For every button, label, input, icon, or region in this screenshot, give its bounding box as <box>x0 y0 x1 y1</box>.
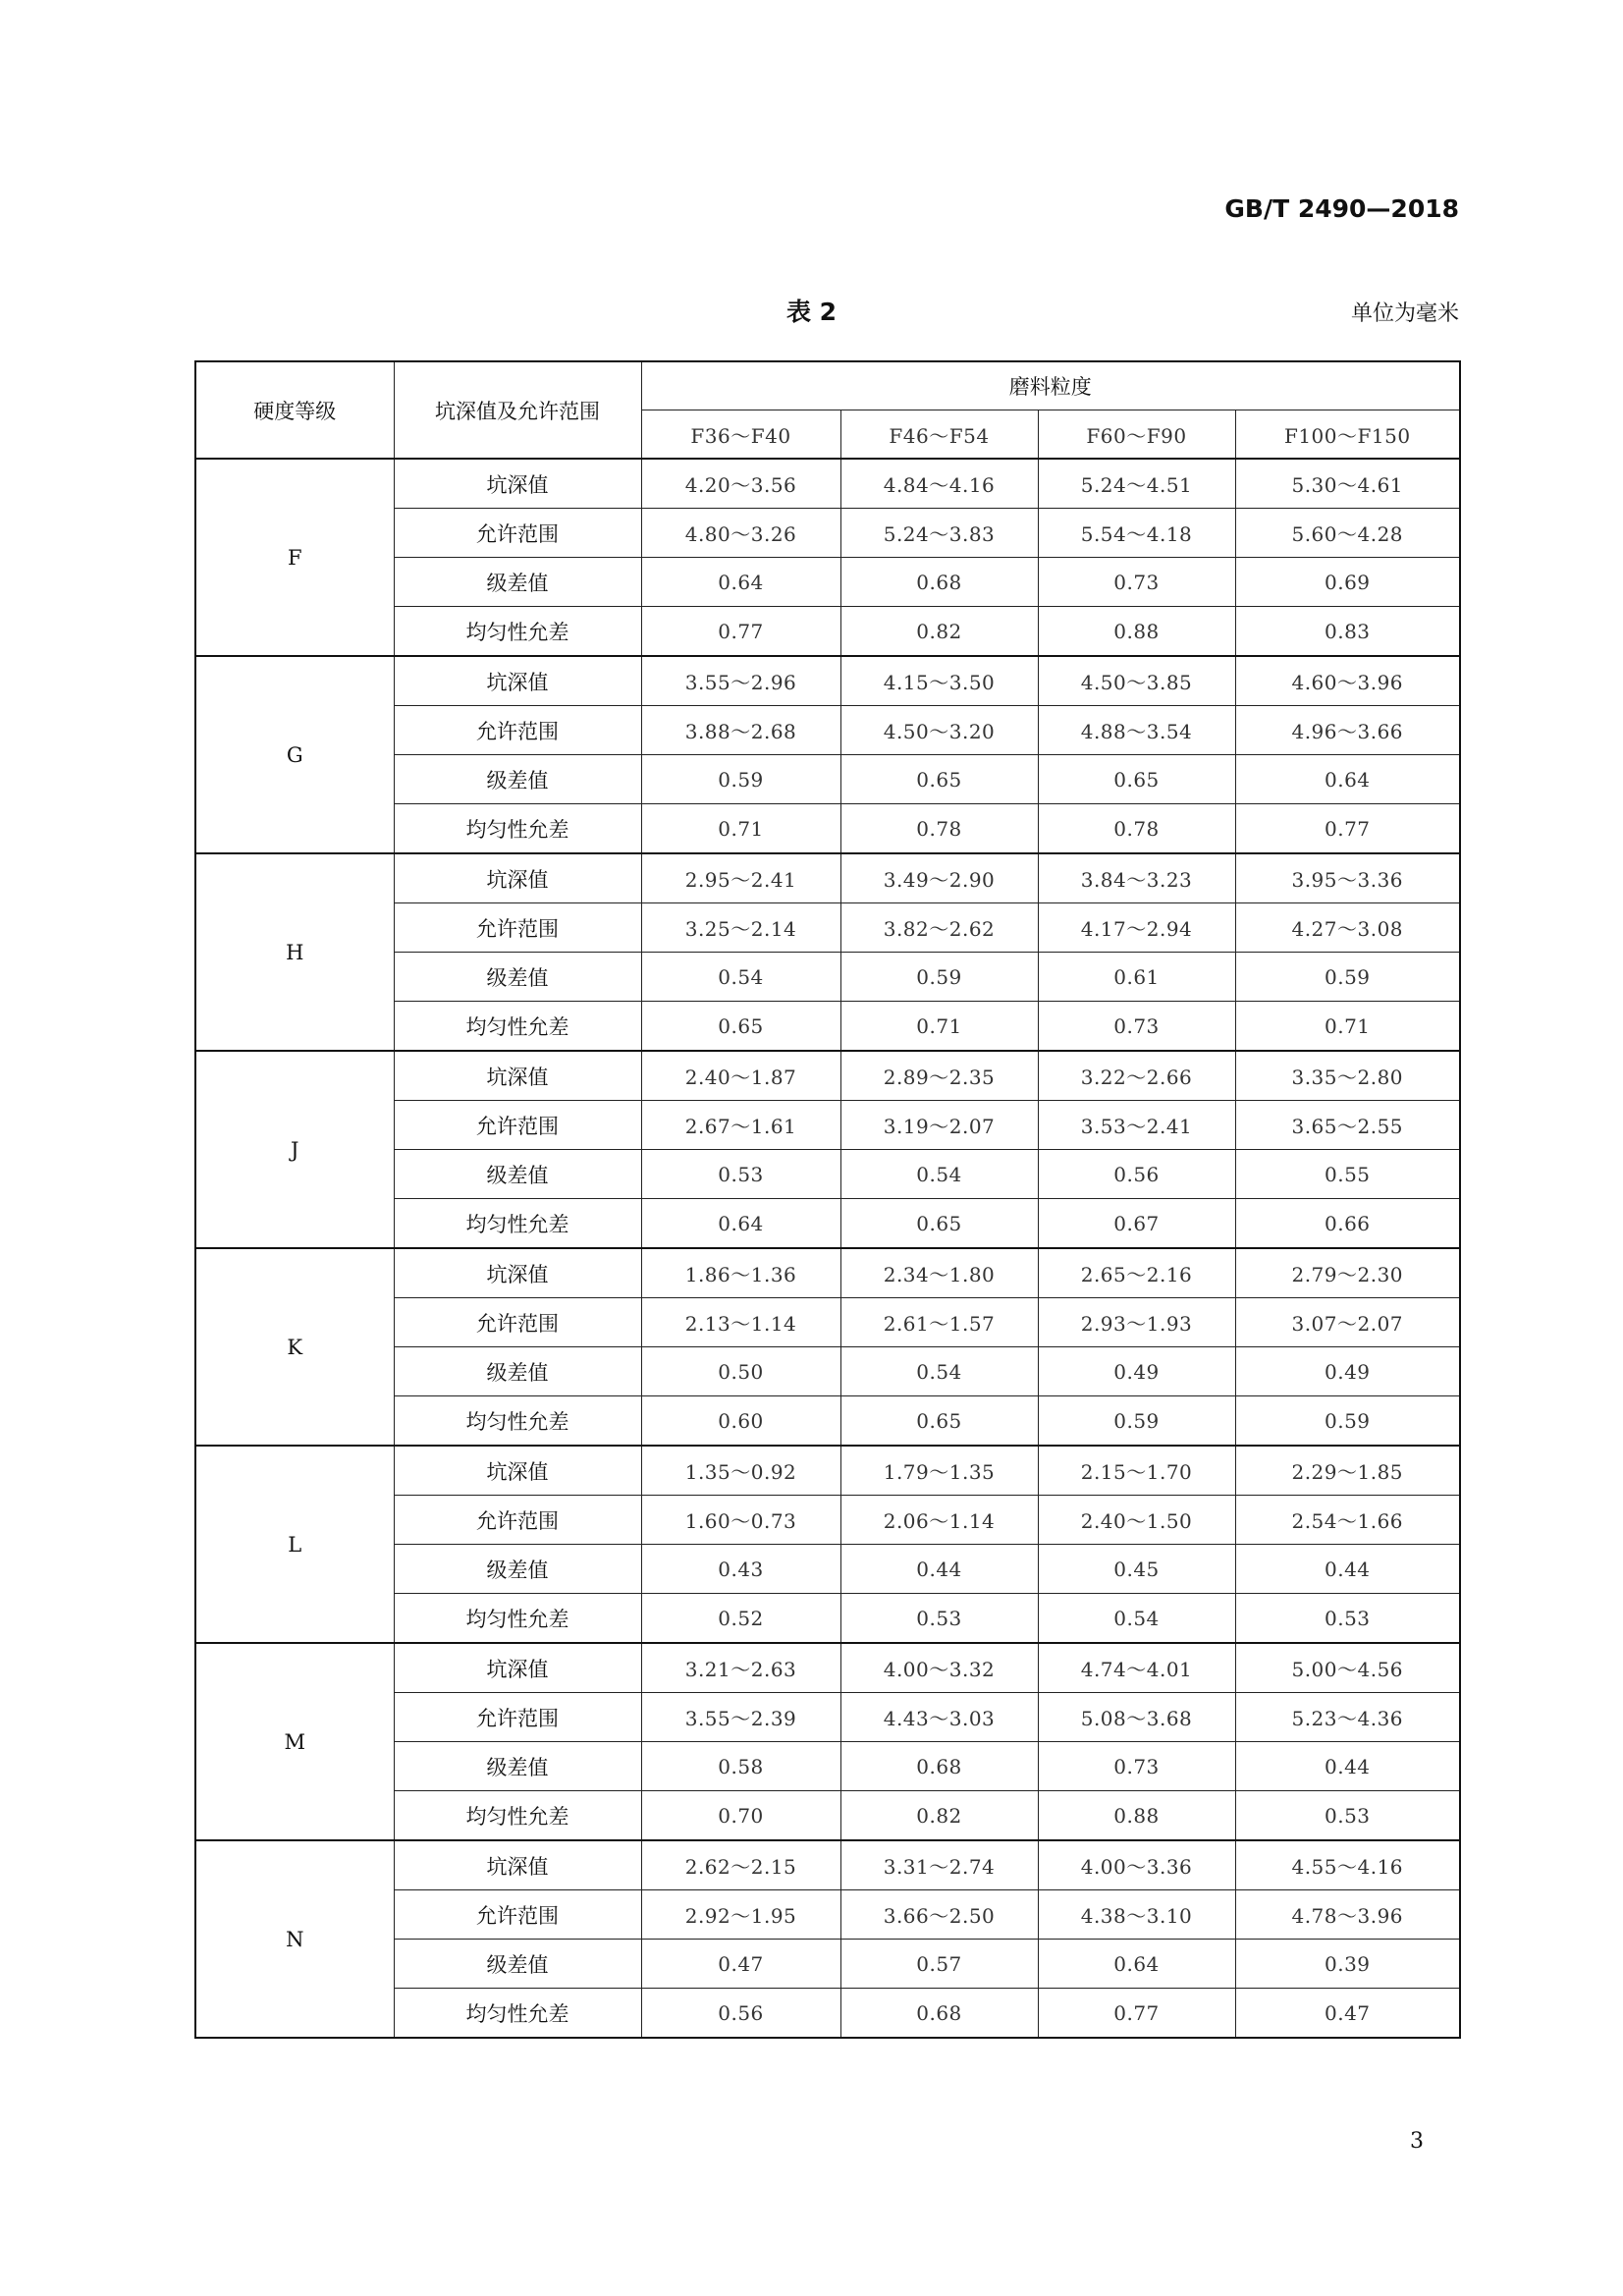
table-row <box>195 1840 1460 1890</box>
value-cell: 4.78～3.96 <box>1235 1890 1460 1940</box>
value-cell: 0.88 <box>1038 1791 1235 1841</box>
value-cell: 0.49 <box>1235 1347 1460 1396</box>
hardness-grade: H <box>195 853 394 1051</box>
row-label: 均匀性允差 <box>394 1199 641 1249</box>
value-cell: 0.53 <box>641 1150 840 1199</box>
hardness-grade: F <box>195 459 394 656</box>
value-cell: 4.80～3.26 <box>641 509 840 558</box>
value-cell: 3.95～3.36 <box>1235 853 1460 903</box>
hardness-grade: N <box>195 1840 394 2038</box>
value-cell: 4.88～3.54 <box>1038 706 1235 755</box>
row-label: 允许范围 <box>394 509 641 558</box>
row-label: 级差值 <box>394 953 641 1002</box>
header-grit: F36～F40 <box>641 410 840 460</box>
value-cell: 0.64 <box>641 558 840 607</box>
row-label: 均匀性允差 <box>394 1791 641 1841</box>
value-cell: 0.56 <box>641 1989 840 2039</box>
value-cell: 0.59 <box>840 953 1038 1002</box>
table-row <box>195 1446 1460 1496</box>
table-row <box>195 853 1460 903</box>
value-cell: 0.58 <box>641 1742 840 1791</box>
value-cell: 1.79～1.35 <box>840 1446 1038 1496</box>
value-cell: 0.53 <box>840 1594 1038 1644</box>
value-cell: 5.30～4.61 <box>1235 459 1460 509</box>
row-label: 级差值 <box>394 755 641 804</box>
page-number: 3 <box>1410 2129 1424 2154</box>
row-label: 均匀性允差 <box>394 1594 641 1644</box>
hardness-grade: L <box>195 1446 394 1643</box>
row-label: 均匀性允差 <box>394 1989 641 2039</box>
value-cell: 0.82 <box>840 607 1038 657</box>
value-cell: 0.47 <box>1235 1989 1460 2039</box>
value-cell: 2.65～2.16 <box>1038 1248 1235 1298</box>
value-cell: 0.66 <box>1235 1199 1460 1249</box>
value-cell: 0.69 <box>1235 558 1460 607</box>
table-unit: 单位为毫米 <box>1350 301 1459 326</box>
value-cell: 0.60 <box>641 1396 840 1447</box>
value-cell: 1.35～0.92 <box>641 1446 840 1496</box>
value-cell: 1.60～0.73 <box>641 1496 840 1545</box>
value-cell: 0.45 <box>1038 1545 1235 1594</box>
value-cell: 2.54～1.66 <box>1235 1496 1460 1545</box>
value-cell: 4.17～2.94 <box>1038 903 1235 953</box>
table-caption: 表 2 <box>785 298 838 326</box>
value-cell: 0.77 <box>1235 804 1460 854</box>
row-label: 坑深值 <box>394 1248 641 1298</box>
value-cell: 3.65～2.55 <box>1235 1101 1460 1150</box>
value-cell: 3.55～2.39 <box>641 1693 840 1742</box>
value-cell: 3.66～2.50 <box>840 1890 1038 1940</box>
value-cell: 0.59 <box>1038 1396 1235 1447</box>
value-cell: 2.13～1.14 <box>641 1298 840 1347</box>
value-cell: 5.54～4.18 <box>1038 509 1235 558</box>
value-cell: 4.27～3.08 <box>1235 903 1460 953</box>
value-cell: 0.54 <box>641 953 840 1002</box>
header-hardness: 硬度等级 <box>195 361 394 459</box>
value-cell: 0.83 <box>1235 607 1460 657</box>
value-cell: 0.77 <box>641 607 840 657</box>
value-cell: 2.34～1.80 <box>840 1248 1038 1298</box>
row-label: 坑深值 <box>394 459 641 509</box>
value-cell: 0.88 <box>1038 607 1235 657</box>
value-cell: 0.61 <box>1038 953 1235 1002</box>
value-cell: 0.70 <box>641 1791 840 1841</box>
value-cell: 0.53 <box>1235 1791 1460 1841</box>
value-cell: 2.40～1.50 <box>1038 1496 1235 1545</box>
value-cell: 0.71 <box>840 1002 1038 1052</box>
value-cell: 0.67 <box>1038 1199 1235 1249</box>
value-cell: 4.84～4.16 <box>840 459 1038 509</box>
value-cell: 0.65 <box>1038 755 1235 804</box>
value-cell: 0.57 <box>840 1940 1038 1989</box>
value-cell: 2.89～2.35 <box>840 1051 1038 1101</box>
value-cell: 2.92～1.95 <box>641 1890 840 1940</box>
value-cell: 0.53 <box>1235 1594 1460 1644</box>
value-cell: 0.44 <box>1235 1742 1460 1791</box>
value-cell: 4.15～3.50 <box>840 656 1038 706</box>
value-cell: 0.64 <box>1235 755 1460 804</box>
value-cell: 3.84～3.23 <box>1038 853 1235 903</box>
row-label: 允许范围 <box>394 1890 641 1940</box>
value-cell: 2.95～2.41 <box>641 853 840 903</box>
value-cell: 0.68 <box>840 558 1038 607</box>
value-cell: 0.54 <box>840 1347 1038 1396</box>
table-row <box>195 656 1460 706</box>
value-cell: 3.55～2.96 <box>641 656 840 706</box>
value-cell: 0.65 <box>840 755 1038 804</box>
header-grit: F46～F54 <box>840 410 1038 460</box>
hardness-grade: M <box>195 1643 394 1840</box>
value-cell: 2.67～1.61 <box>641 1101 840 1150</box>
hardness-grade: K <box>195 1248 394 1446</box>
header-grit-group: 磨料粒度 <box>641 361 1460 410</box>
row-label: 均匀性允差 <box>394 1396 641 1447</box>
value-cell: 0.54 <box>1038 1594 1235 1644</box>
header-depth: 坑深值及允许范围 <box>394 361 641 459</box>
value-cell: 0.54 <box>840 1150 1038 1199</box>
value-cell: 2.62～2.15 <box>641 1840 840 1890</box>
table-row <box>195 1643 1460 1693</box>
standard-code: GB/T 2490—2018 <box>1224 194 1459 223</box>
value-cell: 4.50～3.85 <box>1038 656 1235 706</box>
value-cell: 0.49 <box>1038 1347 1235 1396</box>
row-label: 级差值 <box>394 558 641 607</box>
value-cell: 5.08～3.68 <box>1038 1693 1235 1742</box>
value-cell: 2.15～1.70 <box>1038 1446 1235 1496</box>
value-cell: 0.59 <box>1235 953 1460 1002</box>
value-cell: 5.24～4.51 <box>1038 459 1235 509</box>
value-cell: 3.21～2.63 <box>641 1643 840 1693</box>
hardness-grade: G <box>195 656 394 853</box>
value-cell: 4.50～3.20 <box>840 706 1038 755</box>
row-label: 允许范围 <box>394 1101 641 1150</box>
value-cell: 5.24～3.83 <box>840 509 1038 558</box>
value-cell: 4.55～4.16 <box>1235 1840 1460 1890</box>
value-cell: 0.71 <box>1235 1002 1460 1052</box>
value-cell: 0.68 <box>840 1742 1038 1791</box>
value-cell: 0.78 <box>840 804 1038 854</box>
value-cell: 3.88～2.68 <box>641 706 840 755</box>
value-cell: 0.77 <box>1038 1989 1235 2039</box>
table-row <box>195 459 1460 509</box>
row-label: 级差值 <box>394 1940 641 1989</box>
value-cell: 3.07～2.07 <box>1235 1298 1460 1347</box>
value-cell: 0.50 <box>641 1347 840 1396</box>
row-label: 坑深值 <box>394 1051 641 1101</box>
value-cell: 0.39 <box>1235 1940 1460 1989</box>
row-label: 允许范围 <box>394 1298 641 1347</box>
header-grit: F60～F90 <box>1038 410 1235 460</box>
row-label: 允许范围 <box>394 903 641 953</box>
row-label: 坑深值 <box>394 1840 641 1890</box>
value-cell: 0.65 <box>641 1002 840 1052</box>
value-cell: 0.59 <box>1235 1396 1460 1447</box>
value-cell: 4.00～3.32 <box>840 1643 1038 1693</box>
value-cell: 4.96～3.66 <box>1235 706 1460 755</box>
value-cell: 0.52 <box>641 1594 840 1644</box>
value-cell: 3.53～2.41 <box>1038 1101 1235 1150</box>
row-label: 均匀性允差 <box>394 1002 641 1052</box>
hardness-grade: J <box>195 1051 394 1248</box>
row-label: 坑深值 <box>394 1643 641 1693</box>
value-cell: 0.82 <box>840 1791 1038 1841</box>
value-cell: 0.73 <box>1038 1002 1235 1052</box>
value-cell: 0.65 <box>840 1199 1038 1249</box>
value-cell: 2.29～1.85 <box>1235 1446 1460 1496</box>
header-grit: F100～F150 <box>1235 410 1460 460</box>
value-cell: 0.55 <box>1235 1150 1460 1199</box>
row-label: 均匀性允差 <box>394 607 641 657</box>
value-cell: 3.19～2.07 <box>840 1101 1038 1150</box>
value-cell: 3.25～2.14 <box>641 903 840 953</box>
row-label: 坑深值 <box>394 1446 641 1496</box>
value-cell: 5.23～4.36 <box>1235 1693 1460 1742</box>
row-label: 级差值 <box>394 1742 641 1791</box>
value-cell: 4.43～3.03 <box>840 1693 1038 1742</box>
value-cell: 0.64 <box>641 1199 840 1249</box>
value-cell: 0.73 <box>1038 1742 1235 1791</box>
value-cell: 3.22～2.66 <box>1038 1051 1235 1101</box>
value-cell: 5.00～4.56 <box>1235 1643 1460 1693</box>
value-cell: 2.06～1.14 <box>840 1496 1038 1545</box>
value-cell: 0.71 <box>641 804 840 854</box>
table-body <box>195 459 1460 2038</box>
value-cell: 0.44 <box>840 1545 1038 1594</box>
table-row <box>195 1051 1460 1101</box>
value-cell: 0.64 <box>1038 1940 1235 1989</box>
value-cell: 0.78 <box>1038 804 1235 854</box>
row-label: 级差值 <box>394 1347 641 1396</box>
row-label: 坑深值 <box>394 853 641 903</box>
value-cell: 4.74～4.01 <box>1038 1643 1235 1693</box>
table-row <box>195 1248 1460 1298</box>
value-cell: 2.40～1.87 <box>641 1051 840 1101</box>
value-cell: 3.49～2.90 <box>840 853 1038 903</box>
row-label: 允许范围 <box>394 1693 641 1742</box>
value-cell: 3.31～2.74 <box>840 1840 1038 1890</box>
row-label: 级差值 <box>394 1545 641 1594</box>
value-cell: 2.61～1.57 <box>840 1298 1038 1347</box>
row-label: 允许范围 <box>394 1496 641 1545</box>
value-cell: 3.82～2.62 <box>840 903 1038 953</box>
hardness-table <box>194 360 1461 2039</box>
value-cell: 4.60～3.96 <box>1235 656 1460 706</box>
row-label: 允许范围 <box>394 706 641 755</box>
value-cell: 3.35～2.80 <box>1235 1051 1460 1101</box>
value-cell: 0.44 <box>1235 1545 1460 1594</box>
row-label: 均匀性允差 <box>394 804 641 854</box>
value-cell: 0.59 <box>641 755 840 804</box>
row-label: 坑深值 <box>394 656 641 706</box>
value-cell: 0.47 <box>641 1940 840 1989</box>
value-cell: 0.43 <box>641 1545 840 1594</box>
value-cell: 1.86～1.36 <box>641 1248 840 1298</box>
value-cell: 4.00～3.36 <box>1038 1840 1235 1890</box>
value-cell: 4.20～3.56 <box>641 459 840 509</box>
value-cell: 2.93～1.93 <box>1038 1298 1235 1347</box>
row-label: 级差值 <box>394 1150 641 1199</box>
value-cell: 0.68 <box>840 1989 1038 2039</box>
value-cell: 5.60～4.28 <box>1235 509 1460 558</box>
value-cell: 0.73 <box>1038 558 1235 607</box>
value-cell: 0.56 <box>1038 1150 1235 1199</box>
value-cell: 4.38～3.10 <box>1038 1890 1235 1940</box>
value-cell: 2.79～2.30 <box>1235 1248 1460 1298</box>
value-cell: 0.65 <box>840 1396 1038 1447</box>
